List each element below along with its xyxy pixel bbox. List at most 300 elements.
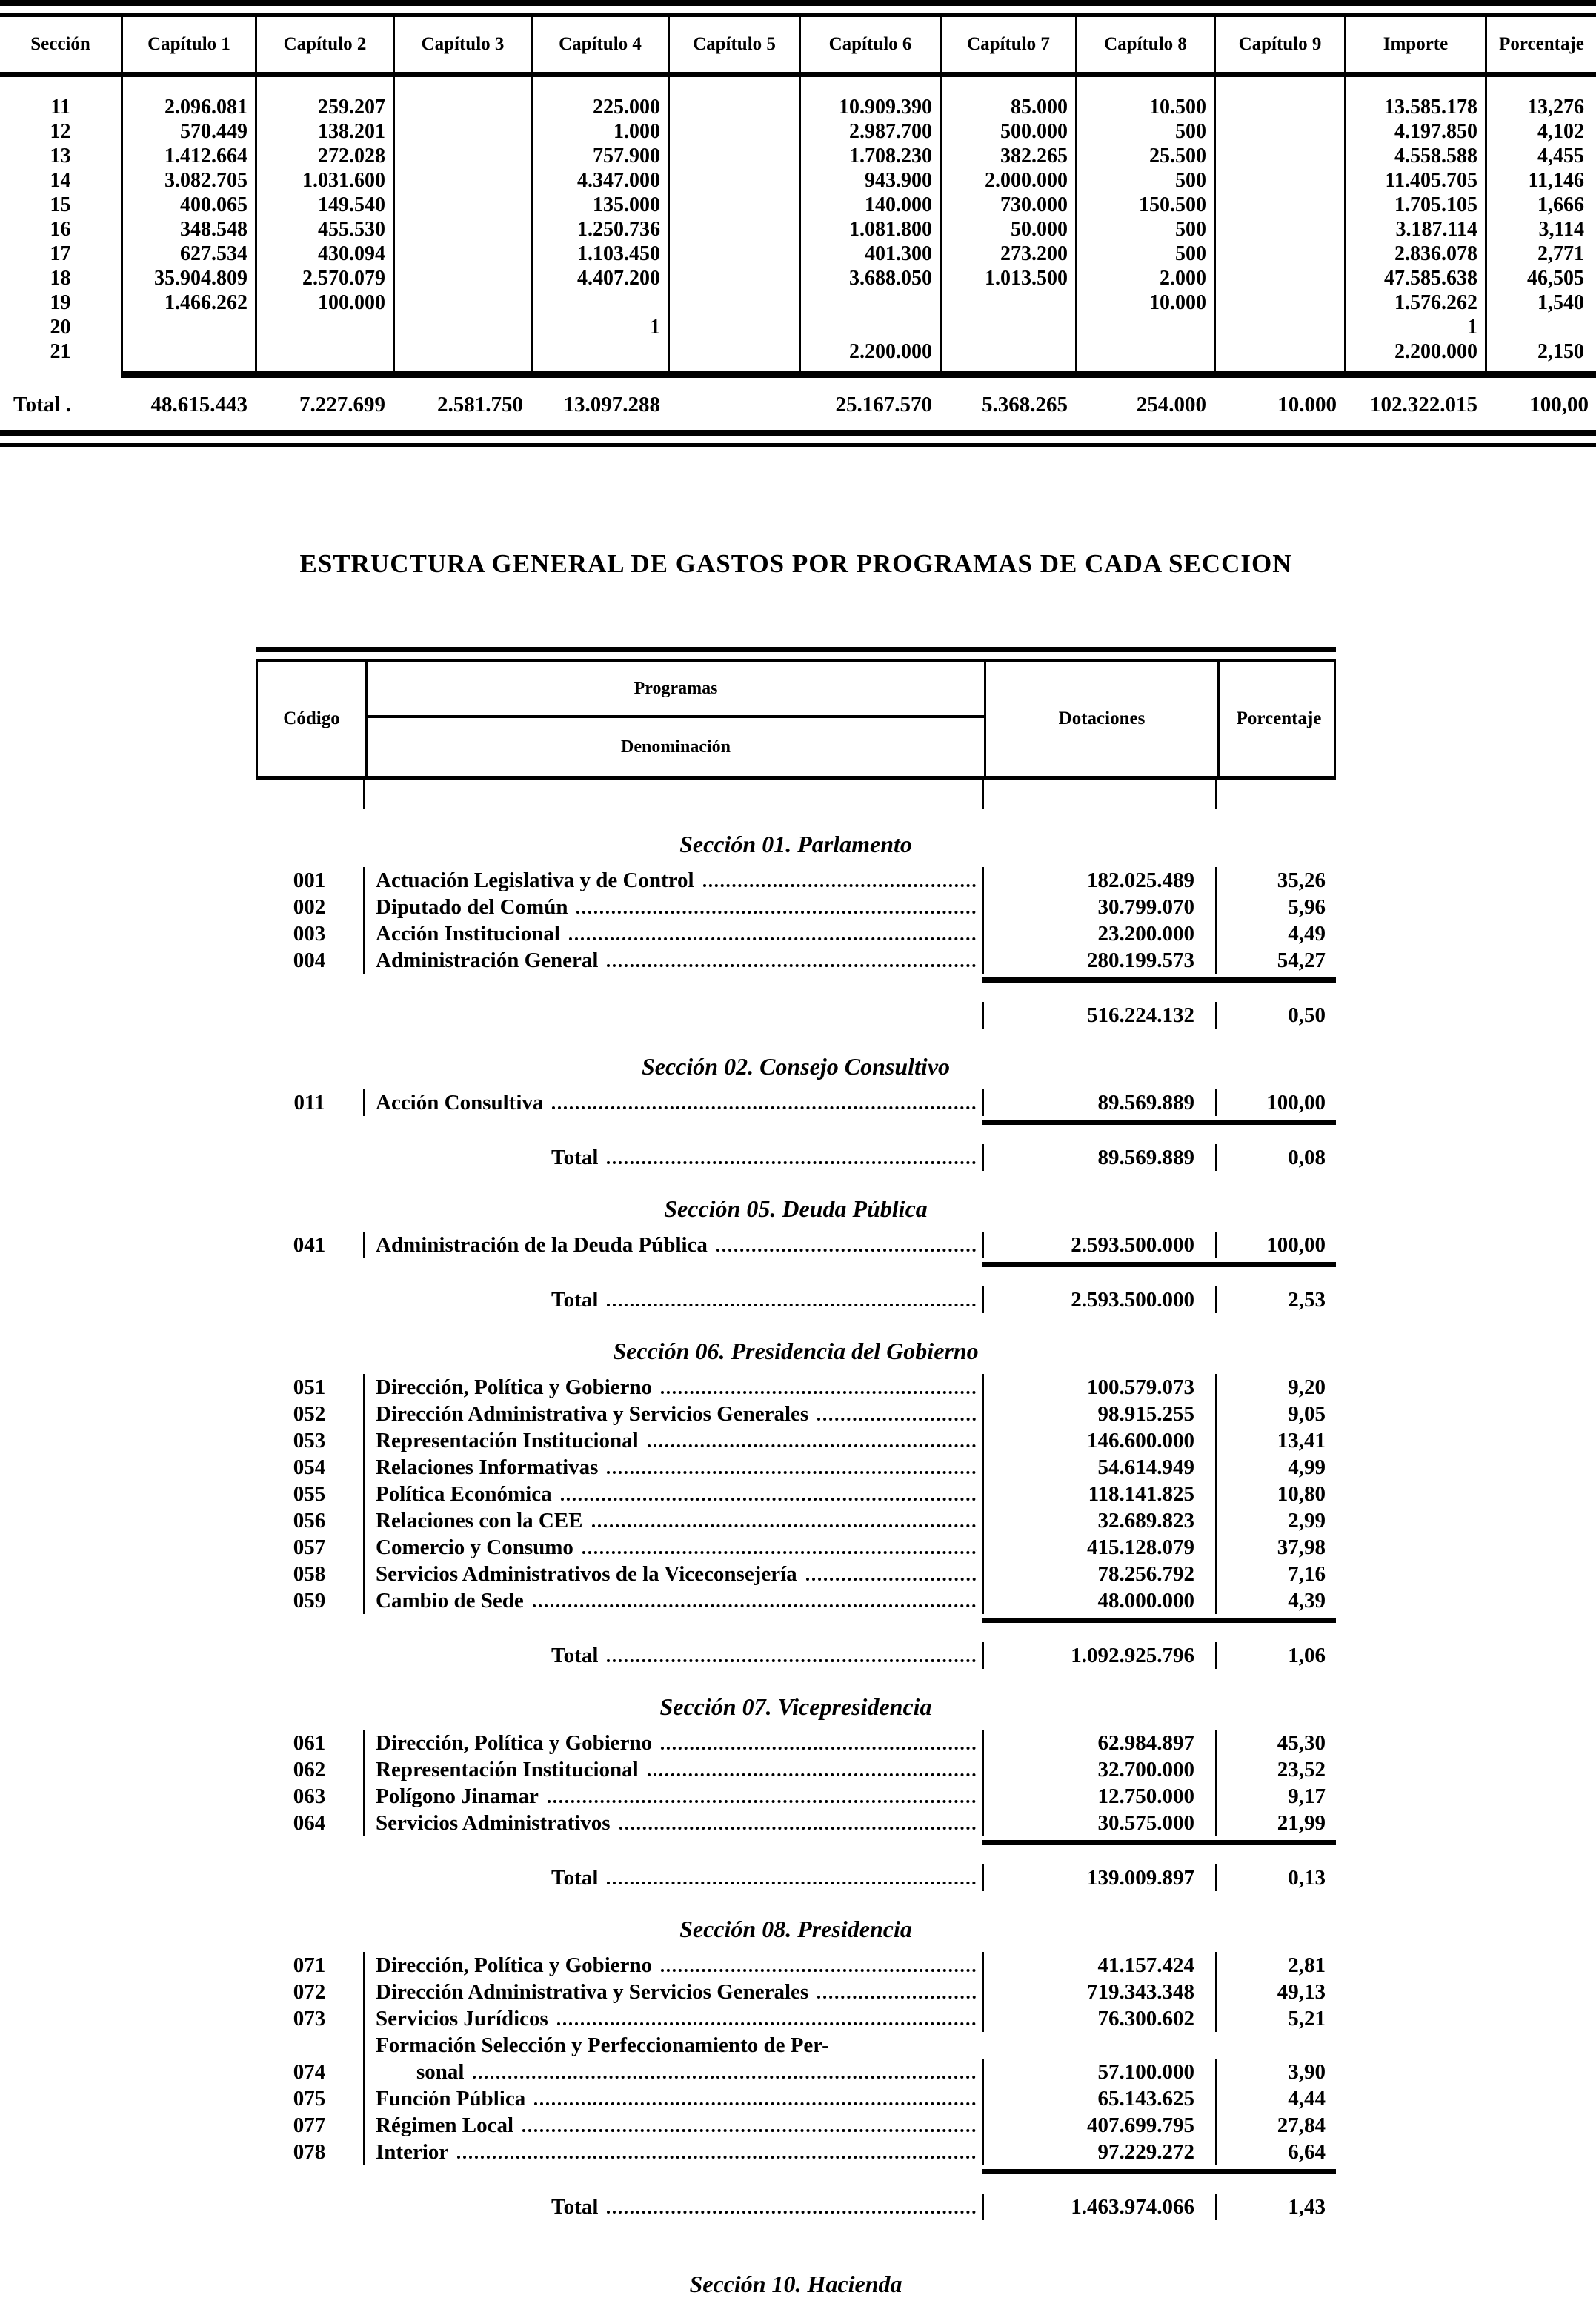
summary-column <box>940 77 1075 371</box>
column-header-codigo: Código <box>283 708 340 728</box>
program-name-line <box>376 920 982 947</box>
total-label: Total <box>551 2195 599 2219</box>
summary-cell: 1 <box>650 316 660 339</box>
program-name: Administración General <box>376 949 599 972</box>
summary-cell: 730.000 <box>1000 193 1068 216</box>
section-heading: Sección 02. Consejo Consultivo <box>641 1053 951 1080</box>
section-total-row <box>256 1269 1336 1316</box>
section-heading: Sección 07. Vicepresidencia <box>659 1693 932 1720</box>
summary-cell <box>395 339 531 364</box>
column-header-programas: Programas <box>368 662 984 718</box>
summary-cell: 2.200.000 <box>1394 340 1477 363</box>
program-name-line <box>376 1730 982 1756</box>
dotted-leader <box>533 1604 976 1607</box>
total-amount: 139.009.897 <box>982 1864 1215 1891</box>
summary-cell: 10.500 <box>1149 96 1206 119</box>
dotted-leader <box>561 1498 976 1501</box>
program-name: Administración de la Deuda Pública <box>376 1233 708 1257</box>
program-row <box>256 894 1336 920</box>
summary-cell <box>670 266 799 290</box>
section-block <box>256 867 1336 1032</box>
summary-cell: 1.466.262 <box>164 291 247 314</box>
program-row <box>256 1232 1336 1258</box>
program-name-cell <box>363 1587 982 1614</box>
program-amount: 30.799.070 <box>982 894 1215 920</box>
column-header-programas-group <box>365 662 984 776</box>
summary-cell: 500 <box>1175 120 1206 143</box>
programs-table <box>256 549 1336 2298</box>
summary-cell: 13.585.178 <box>1384 96 1477 119</box>
total-label-line <box>551 1642 982 1669</box>
program-name-cell <box>363 1401 982 1427</box>
section-heading: Sección 06. Presidencia del Gobierno <box>613 1338 979 1364</box>
summary-cell <box>395 315 531 339</box>
program-row <box>256 1089 1336 1116</box>
program-row <box>256 1454 1336 1481</box>
program-amount: 76.300.602 <box>982 2005 1215 2032</box>
summary-column-header: Porcentaje <box>1485 17 1596 72</box>
summary-cell: 11.405.705 <box>1385 169 1477 192</box>
program-name-cell <box>363 920 982 947</box>
summary-cell <box>1216 266 1344 290</box>
program-pct: 100,00 <box>1215 1089 1336 1116</box>
program-pct: 45,30 <box>1215 1730 1336 1756</box>
total-amount: 1.463.974.066 <box>982 2194 1215 2220</box>
total-label-line <box>551 1864 982 1891</box>
total-label-line <box>551 1286 982 1313</box>
summary-cell: 430.094 <box>318 242 385 265</box>
summary-cell <box>801 290 940 315</box>
summary-cell <box>1216 144 1344 168</box>
section-heading: Sección 05. Deuda Pública <box>664 1195 928 1222</box>
summary-cell: 225.000 <box>593 96 660 119</box>
summary-total-cell: 13.097.288 <box>563 393 660 416</box>
program-name: Función Pública <box>376 2087 526 2111</box>
summary-cell: 4,102 <box>1537 120 1584 143</box>
program-code: 011 <box>293 1091 325 1115</box>
program-name: Polígono Jinamar <box>376 1784 539 1808</box>
summary-cell: 16 <box>50 218 71 241</box>
subtotal-rule <box>982 1618 1336 1623</box>
summary-cell <box>395 266 531 290</box>
dotted-leader <box>661 1747 976 1750</box>
program-code: 074 <box>293 2060 326 2084</box>
summary-cell: 140.000 <box>865 193 932 216</box>
summary-column-header: Capítulo 4 <box>531 17 668 72</box>
summary-cell <box>1216 315 1344 339</box>
total-label: Total <box>551 1146 599 1169</box>
summary-cell <box>670 339 799 364</box>
dotted-leader <box>576 911 976 914</box>
summary-cell: 348.548 <box>180 218 247 241</box>
summary-cell <box>257 315 393 339</box>
total-label: Total <box>551 1644 599 1667</box>
rule-stub <box>982 780 1215 809</box>
program-amount: 407.699.795 <box>982 2112 1215 2139</box>
summary-cell <box>670 168 799 193</box>
summary-total-cell: 10.000 <box>1277 393 1337 416</box>
dotted-leader <box>619 1827 976 1830</box>
program-row <box>256 1730 1336 1756</box>
column-header-dotaciones: Dotaciones <box>984 662 1217 776</box>
program-pct: 4,44 <box>1215 2085 1336 2112</box>
program-name-cell <box>363 2005 982 2032</box>
program-row <box>256 2112 1336 2139</box>
program-row <box>256 1810 1336 1836</box>
program-row <box>256 2032 1336 2085</box>
total-label-line <box>551 1144 982 1171</box>
section-block <box>256 1374 1336 1672</box>
program-code: 002 <box>293 895 326 919</box>
program-name: Actuación Legislativa y de Control <box>376 869 694 892</box>
dotted-leader <box>569 937 976 940</box>
summary-cell: 570.449 <box>180 120 247 143</box>
program-pct: 100,00 <box>1215 1232 1336 1258</box>
summary-cell <box>533 339 668 364</box>
section-block <box>256 1952 1336 2223</box>
summary-cell: 14 <box>50 169 71 192</box>
program-name-line <box>376 1454 982 1481</box>
summary-top-rule <box>0 0 1596 17</box>
program-pct: 3,90 <box>1215 2059 1336 2085</box>
header-stub-rules <box>256 780 1336 809</box>
summary-column <box>799 77 940 371</box>
program-name-line <box>376 2139 982 2165</box>
summary-cell <box>670 144 799 168</box>
total-label-cell <box>363 1642 982 1669</box>
program-amount: 146.600.000 <box>982 1427 1215 1454</box>
program-name-cell <box>363 2112 982 2139</box>
subtotal-rule <box>982 1840 1336 1845</box>
program-pct: 21,99 <box>1215 1810 1336 1836</box>
program-name-line <box>376 1561 982 1587</box>
summary-body <box>0 77 1596 371</box>
summary-cell <box>1216 168 1344 193</box>
subtotal-rule <box>982 2169 1336 2174</box>
program-name-line <box>376 1374 982 1401</box>
program-name: Acción Consultiva <box>376 1091 544 1115</box>
dotted-leader <box>716 1249 976 1252</box>
program-code: 063 <box>293 1784 326 1808</box>
program-code: 058 <box>293 1562 326 1586</box>
program-name-line <box>376 867 982 894</box>
summary-cell: 4,455 <box>1537 145 1584 167</box>
summary-cell <box>670 193 799 217</box>
section-block <box>256 1089 1336 1174</box>
program-name-line <box>376 1952 982 1979</box>
summary-cell <box>801 315 940 339</box>
program-code: 057 <box>293 1535 326 1559</box>
program-amount: 97.229.272 <box>982 2139 1215 2165</box>
summary-cell: 1,540 <box>1537 291 1584 314</box>
summary-cell: 757.900 <box>593 145 660 167</box>
summary-cell <box>1216 119 1344 144</box>
program-amount: 415.128.079 <box>982 1534 1215 1561</box>
program-pct: 35,26 <box>1215 867 1336 894</box>
summary-cell <box>395 242 531 266</box>
program-pct: 9,05 <box>1215 1401 1336 1427</box>
summary-cell: 401.300 <box>865 242 932 265</box>
program-code: 004 <box>293 949 326 972</box>
dotted-leader <box>607 964 976 967</box>
summary-cell: 149.540 <box>318 193 385 216</box>
section-heading: Sección 01. Parlamento <box>679 831 912 857</box>
program-row <box>256 1587 1336 1614</box>
summary-cell <box>123 339 255 364</box>
program-name-continuation <box>376 2059 982 2085</box>
program-amount: 2.593.500.000 <box>982 1232 1215 1258</box>
summary-header-row <box>0 17 1596 77</box>
summary-cell: 85.000 <box>1011 96 1068 119</box>
summary-cell <box>670 217 799 242</box>
summary-cell <box>942 315 1075 339</box>
summary-cell: 135.000 <box>593 193 660 216</box>
summary-cell: 2.570.079 <box>302 267 385 290</box>
summary-column-header: Capítulo 9 <box>1214 17 1344 72</box>
total-label: Total <box>551 1866 599 1890</box>
summary-column <box>1214 77 1344 371</box>
program-pct: 2,81 <box>1215 1952 1336 1979</box>
section-block <box>256 1730 1336 1894</box>
summary-column-header: Importe <box>1344 17 1485 72</box>
program-name: Servicios Administrativos <box>376 1811 611 1835</box>
summary-cell: 1.013.500 <box>985 267 1068 290</box>
dotted-leader <box>661 1969 976 1972</box>
program-row <box>256 2085 1336 2112</box>
program-row <box>256 867 1336 894</box>
total-pct: 1,43 <box>1215 2194 1336 2220</box>
summary-total-cell: 102.322.015 <box>1370 393 1477 416</box>
program-amount: 118.141.825 <box>982 1481 1215 1507</box>
rule-stub <box>256 780 363 809</box>
program-pct: 5,21 <box>1215 2005 1336 2032</box>
dotted-leader <box>557 2022 976 2025</box>
summary-total-cell: 48.615.443 <box>150 393 247 416</box>
summary-cell: 20 <box>50 316 71 339</box>
summary-table <box>0 0 1596 447</box>
summary-cell: 100.000 <box>318 291 385 314</box>
program-name: Diputado del Común <box>376 895 568 919</box>
summary-cell: 500.000 <box>1000 120 1068 143</box>
program-code: 072 <box>293 1980 326 2004</box>
summary-cell <box>257 339 393 364</box>
dotted-leader <box>607 1471 976 1474</box>
program-pct: 9,20 <box>1215 1374 1336 1401</box>
total-label: Total <box>551 1288 599 1312</box>
program-name-line <box>376 894 982 920</box>
program-pct: 54,27 <box>1215 947 1336 974</box>
summary-cell: 15 <box>50 193 71 216</box>
program-code: 059 <box>293 1589 326 1613</box>
summary-cell: 1.705.105 <box>1394 193 1477 216</box>
program-row <box>256 2005 1336 2032</box>
total-amount: 1.092.925.796 <box>982 1642 1215 1669</box>
summary-cell <box>395 119 531 144</box>
summary-total-cell: 2.581.750 <box>437 393 523 416</box>
program-code: 051 <box>293 1375 326 1399</box>
summary-cell: 11,146 <box>1528 169 1584 192</box>
summary-column-header: Capítulo 7 <box>940 17 1075 72</box>
total-label-cell <box>363 2194 982 2220</box>
dotted-leader <box>457 2156 976 2159</box>
program-name-line <box>376 1810 982 1836</box>
program-row <box>256 1783 1336 1810</box>
summary-cell: 3.082.705 <box>164 169 247 192</box>
summary-column-header: Capítulo 1 <box>121 17 255 72</box>
program-amount: 32.700.000 <box>982 1756 1215 1783</box>
program-name-cell <box>363 1783 982 1810</box>
program-code: 075 <box>293 2087 326 2111</box>
program-row <box>256 2139 1336 2165</box>
program-name-line <box>376 1783 982 1810</box>
summary-cell: 10.909.390 <box>839 96 932 119</box>
summary-cell: 500 <box>1175 242 1206 265</box>
program-name-cell <box>363 1561 982 1587</box>
program-name-line <box>376 947 982 974</box>
program-amount: 78.256.792 <box>982 1561 1215 1587</box>
section-total-row <box>256 1126 1336 1174</box>
summary-total-cell: Total . <box>13 393 71 416</box>
summary-cell: 1 <box>1467 316 1477 339</box>
dotted-leader <box>607 1882 976 1884</box>
program-code: 056 <box>293 1509 326 1532</box>
program-row <box>256 1374 1336 1401</box>
summary-cell: 2,150 <box>1537 340 1584 363</box>
program-code: 078 <box>293 2140 326 2164</box>
section-heading: Sección 08. Presidencia <box>679 1916 912 1942</box>
summary-cell <box>670 95 799 119</box>
program-row <box>256 1561 1336 1587</box>
summary-cell <box>670 315 799 339</box>
program-name: Cambio de Sede <box>376 1589 524 1613</box>
dotted-leader <box>817 1418 976 1421</box>
summary-cell <box>395 168 531 193</box>
summary-cell: 2.200.000 <box>849 340 932 363</box>
summary-bottom-rule <box>0 430 1596 447</box>
summary-total-cell <box>668 390 799 419</box>
program-code: 061 <box>293 1731 326 1755</box>
program-name-line <box>376 1232 982 1258</box>
total-pct: 2,53 <box>1215 1286 1336 1313</box>
programs-body <box>256 831 1336 2223</box>
dotted-leader <box>607 2211 976 2214</box>
program-name-cell <box>363 1756 982 1783</box>
summary-cell <box>1216 217 1344 242</box>
summary-cell: 1.081.800 <box>849 218 932 241</box>
program-name: Dirección Administrativa y Servicios Generales <box>376 1980 809 2004</box>
summary-cell: 4.197.850 <box>1394 120 1477 143</box>
summary-cell: 25.500 <box>1149 145 1206 167</box>
summary-cell: 10.000 <box>1149 291 1206 314</box>
summary-cell <box>1487 315 1596 339</box>
summary-total-cell: 7.227.699 <box>299 393 385 416</box>
dotted-leader <box>548 1800 976 1803</box>
summary-cell <box>670 290 799 315</box>
program-code: 001 <box>293 869 326 892</box>
summary-column <box>1485 77 1596 371</box>
summary-cell: 4.347.000 <box>577 169 660 192</box>
programs-top-rule <box>256 647 1336 662</box>
summary-column <box>1075 77 1214 371</box>
program-name-line <box>376 1534 982 1561</box>
summary-cell <box>1216 290 1344 315</box>
program-code: 077 <box>293 2113 326 2137</box>
summary-cell: 12 <box>50 120 71 143</box>
summary-cell: 35.904.809 <box>154 267 247 290</box>
dotted-leader <box>607 1161 976 1164</box>
column-header-denominacion: Denominación <box>620 737 731 757</box>
program-name-cell <box>363 1427 982 1454</box>
summary-cell: 2.096.081 <box>164 96 247 119</box>
program-name-line <box>376 1979 982 2005</box>
total-pct: 0,08 <box>1215 1144 1336 1171</box>
program-row <box>256 1979 1336 2005</box>
program-name-cell <box>363 867 982 894</box>
summary-cell: 19 <box>50 291 71 314</box>
summary-cell: 2.836.078 <box>1394 242 1477 265</box>
program-name: Dirección, Política y Gobierno <box>376 1731 653 1755</box>
program-amount: 100.579.073 <box>982 1374 1215 1401</box>
program-name-cell <box>363 1481 982 1507</box>
program-amount: 41.157.424 <box>982 1952 1215 1979</box>
summary-cell <box>1216 95 1344 119</box>
summary-column-header: Sección <box>30 34 90 54</box>
program-row <box>256 1952 1336 1979</box>
program-pct: 13,41 <box>1215 1427 1336 1454</box>
program-row <box>256 920 1336 947</box>
trailing-section-heading: Sección 10. Hacienda <box>689 2271 902 2297</box>
summary-column-header: Capítulo 6 <box>799 17 940 72</box>
program-code: 054 <box>293 1455 326 1479</box>
program-name: Servicios Administrativos de la Viceconsejería <box>376 1562 797 1586</box>
program-amount: 65.143.625 <box>982 2085 1215 2112</box>
dotted-leader <box>592 1524 976 1527</box>
program-amount: 98.915.255 <box>982 1401 1215 1427</box>
program-row <box>256 1481 1336 1507</box>
summary-cell: 3.187.114 <box>1395 218 1477 241</box>
program-name-line <box>376 2005 982 2032</box>
subtotal-rule <box>982 977 1336 983</box>
program-name: Representación Institucional <box>376 1758 639 1781</box>
dotted-leader <box>582 1551 976 1554</box>
program-pct: 27,84 <box>1215 2112 1336 2139</box>
program-code: 062 <box>293 1758 326 1781</box>
program-name: Dirección Administrativa y Servicios Generales <box>376 1402 809 1426</box>
program-name-cell <box>363 1730 982 1756</box>
summary-total-cell: 254.000 <box>1136 393 1206 416</box>
program-code: 041 <box>293 1233 326 1257</box>
dotted-leader <box>552 1106 976 1109</box>
program-name-line <box>376 1587 982 1614</box>
program-name: Interior <box>376 2140 449 2164</box>
program-amount: 48.000.000 <box>982 1587 1215 1614</box>
program-amount: 30.575.000 <box>982 1810 1215 1836</box>
summary-cell: 138.201 <box>318 120 385 143</box>
summary-cell <box>1077 339 1214 364</box>
program-row <box>256 947 1336 974</box>
summary-cell: 455.530 <box>318 218 385 241</box>
program-code: 071 <box>293 1953 326 1977</box>
program-name-2: sonal <box>416 2060 465 2084</box>
summary-total-cell: 25.167.570 <box>835 393 932 416</box>
program-name-cell <box>363 1454 982 1481</box>
program-name: Comercio y Consumo <box>376 1535 573 1559</box>
summary-column-header: Capítulo 2 <box>255 17 393 72</box>
program-name: Política Económica <box>376 1482 552 1506</box>
program-name-line <box>376 2112 982 2139</box>
summary-cell: 50.000 <box>1011 218 1068 241</box>
summary-cell: 3,114 <box>1538 218 1584 241</box>
